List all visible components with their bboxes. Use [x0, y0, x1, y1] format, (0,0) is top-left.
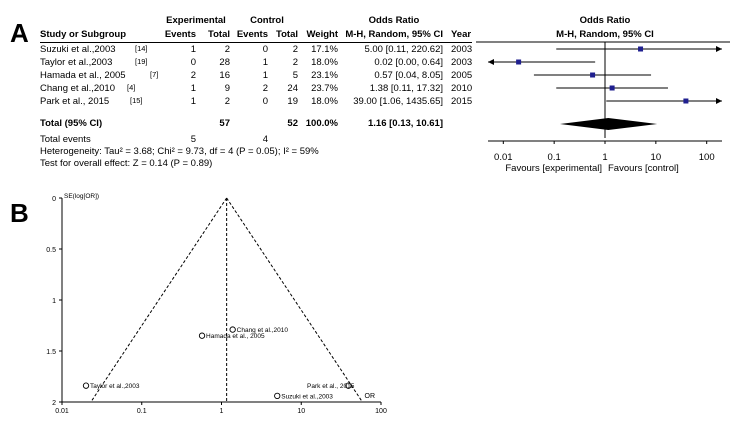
row-ctl-events: 0 [262, 44, 268, 55]
row-year: 2005 [451, 70, 473, 81]
row-year: 2003 [451, 57, 473, 68]
col-exp-total: Total [208, 29, 230, 40]
row-weight: 23.7% [311, 83, 338, 94]
funnel-x-label: OR [364, 393, 375, 400]
row-weight: 18.0% [311, 57, 338, 68]
forest-x-tick-label: 100 [698, 152, 715, 163]
col-weight: Weight [306, 29, 338, 40]
row-ref: [14] [135, 44, 148, 53]
row-year: 2010 [451, 83, 473, 94]
row-weight: 18.0% [311, 96, 338, 107]
funnel-y-tick-label: 0 [52, 196, 56, 203]
row-exp-events: 0 [190, 57, 196, 68]
funnel-right-boundary [227, 198, 363, 402]
row-study: Suzuki et al.,2003 [40, 44, 116, 55]
row-exp-total: 9 [224, 83, 230, 94]
overall-effect-text: Test for overall effect: Z = 0.14 (P = 0.89) [40, 158, 213, 169]
row-exp-events: 1 [190, 96, 196, 107]
funnel-x-tick-label: 0.1 [136, 408, 147, 415]
col-study: Study or Subgroup [40, 29, 127, 40]
row-study: Taylor et al.,2003 [40, 57, 113, 68]
funnel-point-label: Hamada et al., 2005 [206, 333, 265, 341]
col-ctl-events: Events [236, 29, 268, 40]
forest-favours-right: Favours [control] [608, 163, 679, 174]
row-exp-events: 2 [190, 70, 196, 81]
row-study: Park et al., 2015 [40, 96, 110, 107]
forest-x-tick-label: 1 [602, 152, 608, 163]
total-label: Total (95% CI) [40, 118, 103, 129]
row-ref: [15] [130, 96, 143, 105]
row-exp-total: 2 [224, 96, 230, 107]
row-weight: 17.1% [311, 44, 338, 55]
row-ctl-events: 1 [262, 70, 268, 81]
row-year: 2015 [451, 96, 473, 107]
total-events-label: Total events [40, 134, 91, 145]
funnel-y-tick-label: 1 [52, 298, 56, 305]
forest-favours-left: Favours [experimental] [505, 163, 602, 174]
total-events-exp: 5 [190, 134, 196, 145]
row-ctl-events: 0 [262, 96, 268, 107]
total-exp: 57 [219, 118, 230, 129]
row-ref: [19] [135, 57, 148, 66]
row-ci: 1.38 [0.11, 17.32] [369, 83, 443, 94]
row-year: 2003 [451, 44, 473, 55]
forest-title: Odds Ratio [579, 15, 631, 26]
funnel-x-tick-label: 100 [375, 408, 387, 415]
funnel-x-tick-label: 10 [297, 408, 306, 415]
funnel-point-label: Chang et al.,2010 [236, 327, 288, 335]
row-ref: [4] [127, 83, 136, 92]
funnel-left-boundary [91, 198, 227, 402]
total-ci: 1.16 [0.13, 10.61] [368, 118, 443, 129]
row-exp-events: 1 [190, 83, 196, 94]
row-ctl-total: 5 [292, 70, 298, 81]
funnel-point-label: Taylor et al.,2003 [90, 383, 140, 391]
col-ci: M-H, Random, 95% CI [345, 29, 443, 40]
row-ctl-total: 19 [287, 96, 298, 107]
funnel-y-label: SE(log[OR]) [64, 193, 100, 200]
funnel-point-label: Suzuki et al.,2003 [281, 393, 333, 401]
total-weight: 100.0% [305, 118, 338, 129]
row-ctl-total: 2 [292, 44, 298, 55]
total-events-ctl: 4 [262, 134, 268, 145]
row-exp-events: 1 [190, 44, 196, 55]
row-ci: 39.00 [1.06, 1435.65] [353, 96, 443, 107]
row-study: Hamada et al., 2005 [40, 70, 126, 81]
row-ctl-events: 1 [262, 57, 268, 68]
funnel-point [230, 327, 235, 332]
row-study: Chang et al.,2010 [40, 83, 116, 94]
col-year: Year [451, 29, 472, 40]
forest-x-tick-label: 0.1 [547, 152, 561, 163]
row-exp-total: 2 [224, 44, 230, 55]
row-weight: 23.1% [311, 70, 338, 81]
row-ci: 0.57 [0.04, 8.05] [374, 70, 443, 81]
row-ref: [7] [150, 70, 159, 79]
funnel-y-tick-label: 1.5 [46, 349, 56, 356]
funnel-y-tick-label: 0.5 [46, 247, 56, 254]
funnel-point [199, 333, 204, 338]
row-ctl-total: 24 [287, 83, 298, 94]
row-exp-total: 28 [219, 57, 230, 68]
forest-subtitle: M-H, Random, 95% CI [556, 29, 654, 40]
row-ctl-events: 2 [262, 83, 268, 94]
total-ctl: 52 [287, 118, 298, 129]
panel-b-label: B [10, 198, 29, 228]
header-experimental: Experimental [166, 15, 226, 26]
row-exp-total: 16 [219, 70, 230, 81]
funnel-x-tick-label: 0.01 [55, 408, 69, 415]
funnel-y-tick-label: 2 [52, 400, 56, 407]
row-ci: 5.00 [0.11, 220.62] [364, 44, 443, 55]
forest-x-tick-label: 10 [650, 152, 662, 163]
funnel-point-label: Park et al., 2015 [307, 383, 355, 391]
funnel-point [275, 393, 280, 398]
header-control: Control [250, 15, 284, 26]
heterogeneity-text: Heterogeneity: Tau² = 3.68; Chi² = 9.73, df = 4 (P = 0.05); I² = 59% [40, 146, 319, 157]
row-ctl-total: 2 [292, 57, 298, 68]
funnel-x-tick-label: 1 [219, 408, 224, 415]
col-exp-events: Events [164, 29, 196, 40]
funnel-point [83, 383, 88, 388]
col-ctl-total: Total [276, 29, 298, 40]
row-ci: 0.02 [0.00, 0.64] [374, 57, 443, 68]
panel-a-label: A [10, 18, 29, 48]
forest-x-tick-label: 0.01 [494, 152, 513, 163]
header-odds-ratio: Odds Ratio [368, 15, 420, 26]
